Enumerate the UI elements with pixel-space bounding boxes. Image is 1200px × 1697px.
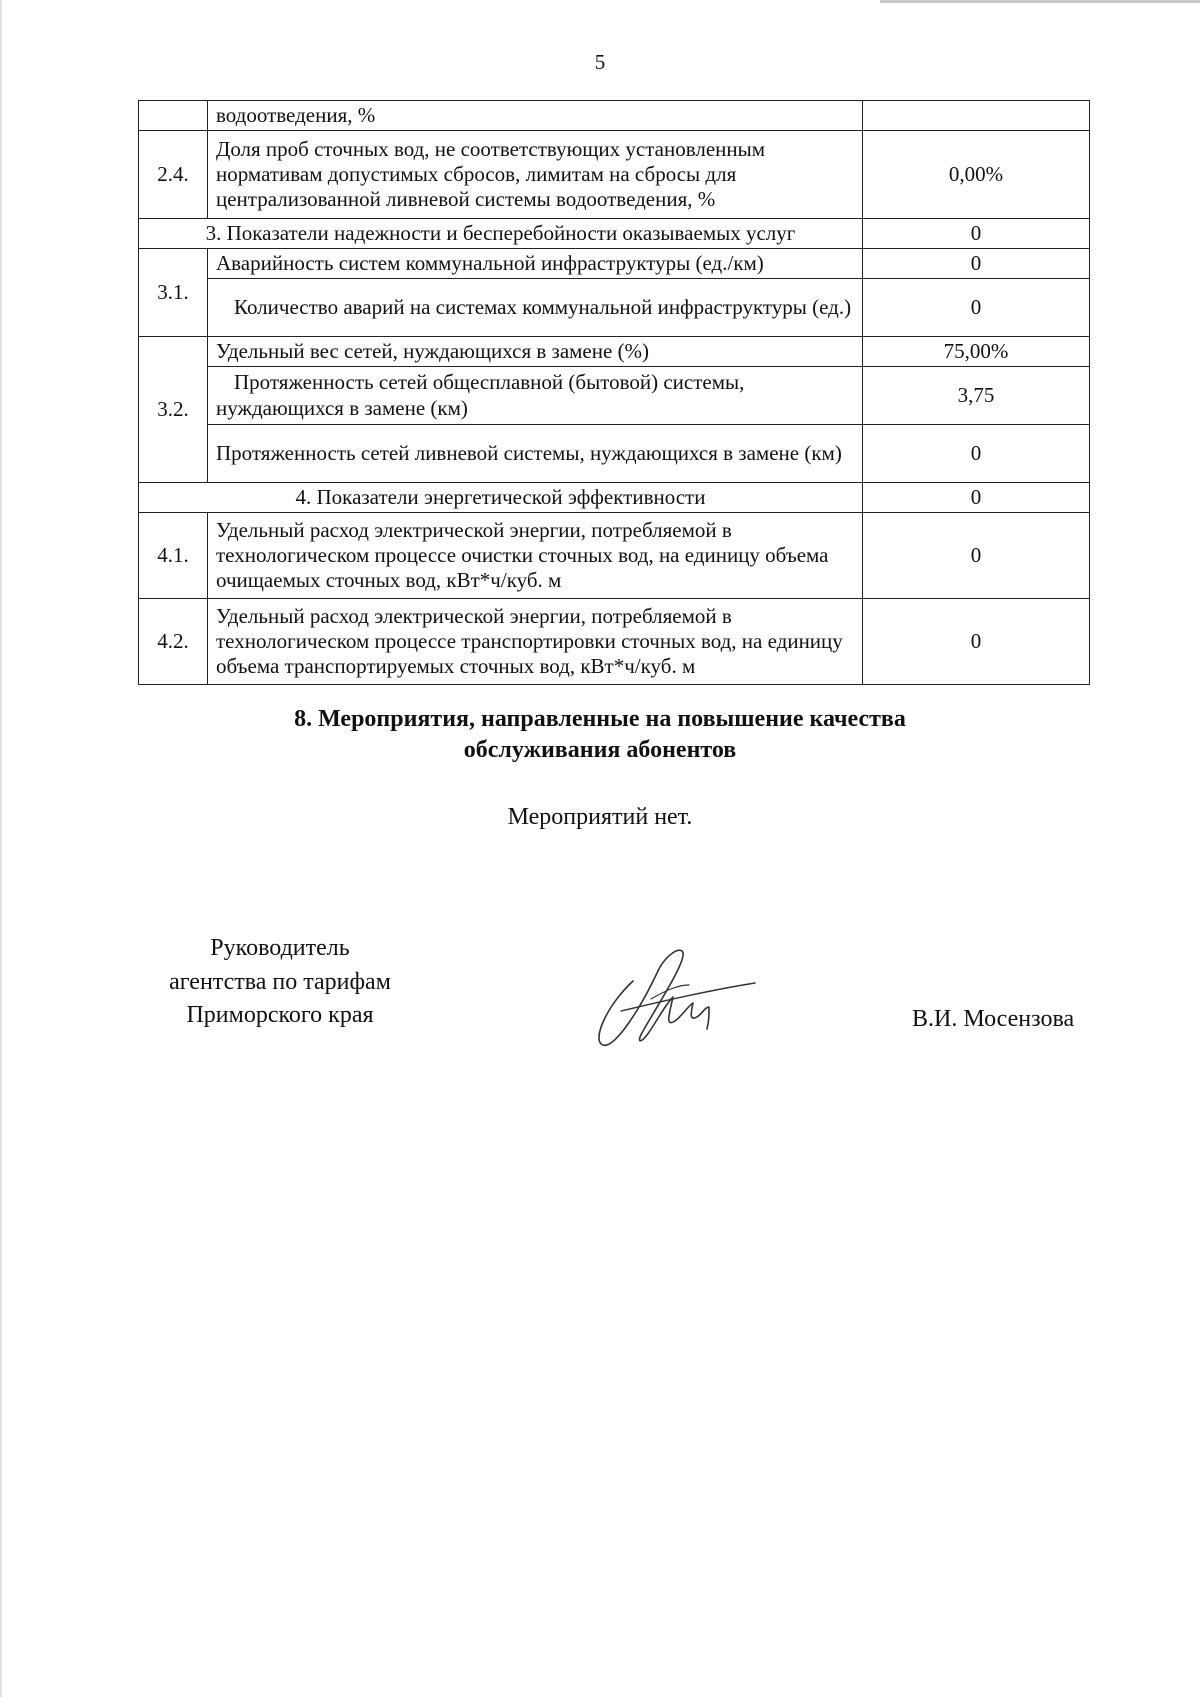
table-row <box>139 279 1090 337</box>
row-label: Протяженность сетей ливневой системы, нуждающихся в замене (км) <box>208 425 863 483</box>
section-8-heading-line: 8. Мероприятия, направленные на повышение качества <box>294 706 906 732</box>
row-value: 0,00% <box>863 131 1090 219</box>
table-row <box>139 219 1090 249</box>
row-label: Удельный расход электрической энергии, потребляемой в технологическом процессе транспортировки сточных вод, на единицу объема транспортируемых сточных вод, кВт*ч/куб. м <box>208 599 863 685</box>
table-row <box>139 367 1090 425</box>
table-row <box>139 483 1090 513</box>
scan-edge-left <box>0 0 2 1697</box>
table-row <box>139 599 1090 685</box>
row-value: 0 <box>863 425 1090 483</box>
section-header: 4. Показатели энергетической эффективности <box>139 483 863 513</box>
table-row <box>139 131 1090 219</box>
row-number: 3.2. <box>139 337 208 483</box>
no-measures-text: Мероприятий нет. <box>507 804 693 830</box>
table-row <box>139 425 1090 483</box>
signer-title-line: агентства по тарифам <box>169 968 391 995</box>
section-8-heading-line: обслуживания абонентов <box>463 737 737 764</box>
handwritten-signature-icon <box>585 945 760 1055</box>
row-value: 0 <box>863 219 1090 249</box>
row-number: 4.2. <box>139 599 208 685</box>
section-header: 3. Показатели надежности и бесперебойности оказываемых услуг <box>139 219 863 249</box>
signer-title <box>130 932 430 1033</box>
page-number: 5 <box>594 50 606 74</box>
row-label: водоотведения, % <box>208 101 863 131</box>
row-number: 2.4. <box>139 131 208 219</box>
row-value: 0 <box>863 279 1090 337</box>
signer-title-line: Руководитель <box>210 935 350 961</box>
row-label: Количество аварий на системах коммунальной инфраструктуры (ед.) <box>208 279 863 337</box>
indicators-table <box>138 100 1090 685</box>
signer-name: В.И. Мосензова <box>912 1006 1075 1032</box>
table-row <box>139 337 1090 367</box>
row-value: 75,00% <box>863 337 1090 367</box>
row-value: 0 <box>863 249 1090 279</box>
row-label: Удельный расход электрической энергии, потребляемой в технологическом процессе очистки сточных вод, на единицу объема очищаемых сточных вод, кВт*ч/куб. м <box>208 513 863 599</box>
row-number <box>139 101 208 131</box>
section-8-heading <box>0 704 1200 766</box>
row-value: 3,75 <box>863 367 1090 425</box>
row-number: 4.1. <box>139 513 208 599</box>
signer-title-line: Приморского края <box>186 1002 374 1029</box>
row-label: Аварийность систем коммунальной инфраструктуры (ед./км) <box>208 249 863 279</box>
row-value <box>863 101 1090 131</box>
row-label: Удельный вес сетей, нуждающихся в замене (%) <box>208 337 863 367</box>
table-row <box>139 249 1090 279</box>
row-label: Протяженность сетей общесплавной (бытовой) системы, нуждающихся в замене (км) <box>208 367 863 425</box>
table-row <box>139 513 1090 599</box>
table-row <box>139 101 1090 131</box>
row-label: Доля проб сточных вод, не соответствующих установленным нормативам допустимых сбросов, лимитам на сбросы для централизованной ливневой системы водоотведения, % <box>208 131 863 219</box>
row-value: 0 <box>863 483 1090 513</box>
scan-edge-top <box>880 0 1200 3</box>
row-number: 3.1. <box>139 249 208 337</box>
row-value: 0 <box>863 599 1090 685</box>
row-value: 0 <box>863 513 1090 599</box>
